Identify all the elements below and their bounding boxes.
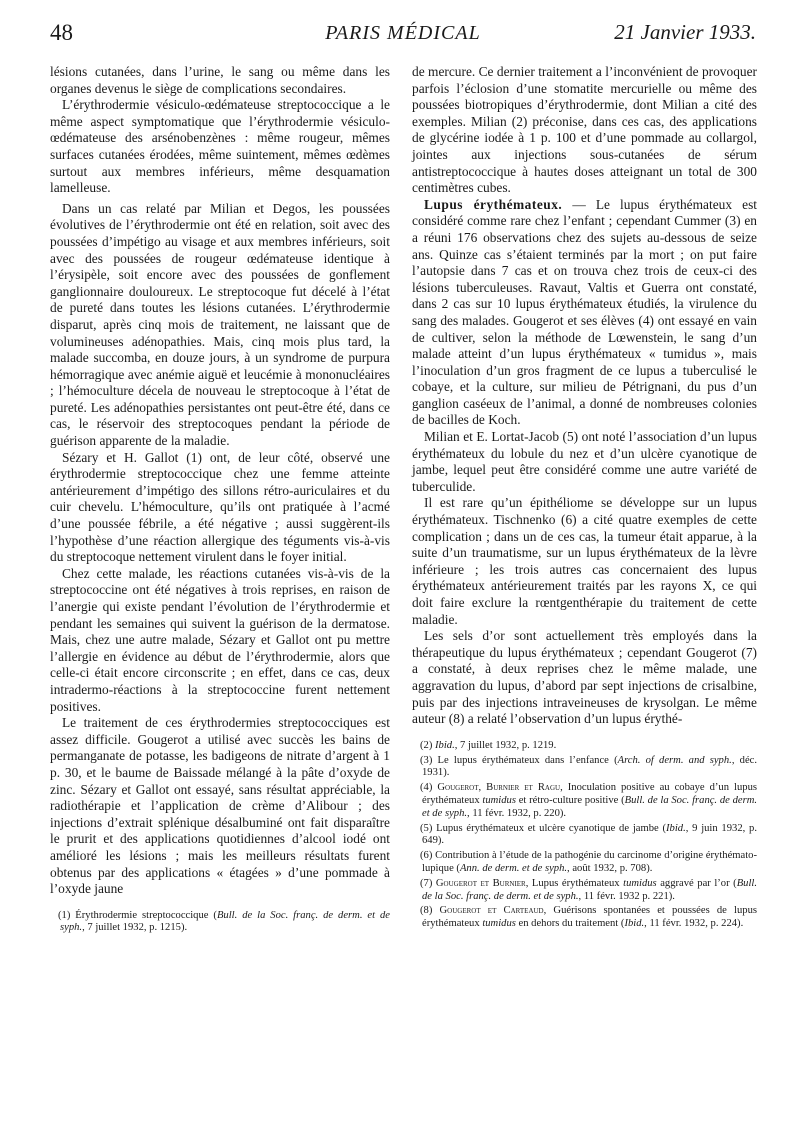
footnote: (2) Ibid., 7 juillet 1932, p. 1219. [420,739,557,751]
footnote: (8) Gougerot et Carteaud, Guérisons spontanées et poussées de lupus érythémateux tumidus en dehors du traitement (Ibid., 11 févr. 1932, p. 224). [420,905,757,930]
paragraph: Il est rare qu’un épithéliome se développe sur un lupus érythémateux. Tischnenko (6) a cité quatre exemples de cette complication ; dans un de ces cas, la tumeur était apparue, à la suite d’un traumatisme, sur un lupus érythémateux de la lèvre inférieure ; les trois autres cas concernaient des lupus érythémateux antérieurement traités par les rayons X, ce qui doit faire exclure la rœntgenthérapie du traitement de cette maladie. [412,495,757,627]
paragraph: Le traitement de ces érythrodermies streptococciques est assez difficile. Gougerot a utilisé avec succès les bains de permanganate de potasse, les badigeons de nitrate d’argent à 1 p. 30, et le baume de Baissade mélangé à la pâte d’oxyde de zinc. Sézary et Gallot ont essayé, sans résultat appréciable, la radiothérapie et l’application de crème d’Alibour ; des injections d’extrait splénique désalbuminé ont fait disparaître le prurit et des applications quotidiennes d’alcool iodé ont amélioré les lésions ; mais les meilleurs résultats furent obtenus par des applications « étagées » d’une pommade à l’oxyde jaune [50,715,390,897]
footnote: (3) Le lupus érythémateux dans l’enfance (Arch. of derm. and syph., déc. 1931). [420,754,757,779]
paragraph: lésions cutanées, dans l’urine, le sang ou même dans les organes devenus le siège de complications secondaires. [50,64,390,96]
right-column [412,64,757,933]
section-heading: Lupus érythémateux. [424,196,563,212]
issue-date: 21 Janvier 1933. [614,20,756,44]
paragraph: Sézary et H. Gallot (1) ont, de leur côté, observé une érythrodermie streptococcique chez une femme atteinte antérieurement d’impétigo des sillons rétro-auriculaires et du cuir chevelu. L’hémoculture, qu’ils ont pratiquée à l’acmé d’une poussée fébrile, a été négative ; aussi suggèrent-ils l’hypothèse d’une réaction allergique des téguments vis-à-vis du streptocoque nettement virulent dans le foyer initial. [50,449,390,565]
paragraph: Dans un cas relaté par Milian et Degos, les poussées évolutives de l’érythrodermie ont été en relation, soit avec des poussées d’impétigo au visage et aux membres inférieurs, soit avec des poussées de rougeur œdémateuse identique à l’érysipèle, soit encore avec des poussées de gonflement ganglionnaire douloureux. Le streptocoque fut décelé à l’état de pureté dans toutes les lésions cutanées. L’érythrodermie disparut, après cinq mois de traitement, ne laissant que de volumineuses adénopathies. Mais, cinq mois plus tard, la malade succomba, en douze jours, à un syndrome de purpura hémorragique avec anémie aiguë et leucémie à mononucléaires ; l’hémoculture décela de nouveau le streptocoque à l’état de pureté. Les adénopathies persistantes ont peut-être été, dans ce cas, le réservoir des streptocoques pendant la période de guérison apparente de la maladie. [50,200,390,449]
footnote: (5) Lupus érythémateux et ulcère cyanotique de jambe (Ibid., 9 juin 1932, p. 649). [420,822,757,847]
page-number: 48 [50,20,73,45]
footnote: (7) Gougerot et Burnier, Lupus érythémateux tumidus aggravé par l’or (Bull. de la Soc. franç. de derm. et de syph., 11 févr. 1932 p. 221). [420,877,758,902]
running-head [50,14,756,54]
paragraph: Les sels d’or sont actuellement très employés dans la thérapeutique du lupus érythémateux ; cependant Gougerot (7) a constaté, à deux reprises chez le même malade, une aggravation du lupus, d’abord par sept injections de crisalbine, puis par des injections intraveineuses de krysolgan. Le même auteur (8) a relaté l’observation d’un lupus érythé- [412,628,757,727]
paragraph: de mercure. Ce dernier traitement a l’inconvénient de provoquer parfois l’éclosion d’une stomatite mercurielle ou même des poussées biotropiques d’érythrodermie, dont Milian a cité des exemples. Milian (2) préconise, dans ces cas, des applications de glycérine iodée à 1 p. 100 et d’une pommade au collargol, jointes aux injections sous-cutanées de sérum antistreptococcique à hautes doses atteignant un total de 300 centimètres cubes. [412,64,757,196]
paragraph: Lupus érythémateux. — Le lupus érythémateux est considéré comme rare chez l’enfant ; cependant Cummer (3) en a réuni 176 observations chez des sujets au-dessous de seize ans. Quinze cas s’étaient terminés par la mort ; on put faire l’autopsie dans 7 cas et on trouva chez trois de ceux-ci des lésions tuberculeuses. Ravaut, Valtis et Guerra ont constaté, dans 2 cas sur 10 lupus érythémateux étudiés, la virulence du sang des malades. Gougerot et ses élèves (4) ont essayé en vain de cultiver, selon la méthode de Lœwenstein, le sang d’un malade atteint d’un lupus érythémateux « tumidus », mais l’inoculation d’un gros fragment de ce lupus a tuberculisé le cobaye, et la culture, sur milieu de Pétrignani, du pus d’un ganglion caséeux de l’animal, a donné de nombreuses colonies de bacilles de Koch. [412,196,758,428]
paragraph: Chez cette malade, les réactions cutanées vis-à-vis de la streptococcine ont été négatives à trois reprises, en raison de l’anergie qui existe pendant l’évolution de l’érythrodermie et pendant les semaines qui suivent la guérison de la dermatose. Mais, chez une autre malade, Sézary et Gallot ont pu mettre l’allergie en évidence au début de l’érythrodermie, alors que celle-ci était encore circonscrite ; en effet, dans ce cas, deux intradermo-réactions à la streptococcine furent nettement positives. [50,565,390,714]
footnote: (6) Contribution à l’étude de la pathogénie du carcinome d’origine érythémato-lupique (Ann. de derm. et de syph., août 1932, p. 708). [420,850,757,874]
footnote: (4) Gougerot, Burnier et Ragu, Inoculation positive au cobaye d’un lupus érythémateux tumidus et rétro-culture positive (Bull. de la Soc. franç. de derm. et de syph., 11 févr. 1932, p. 220). [420,782,757,819]
paragraph: L’érythrodermie vésiculo-œdémateuse streptococcique a le même aspect symptomatique que l’érythrodermie vésiculo-œdémateuse des arsénobenzènes : même rougeur, mêmes surfaces cutanées érodées, même suintement, mêmes œdèmes surtout aux membres inférieurs, même desquamation lamelleuse. [50,97,390,196]
footnotes-left [50,910,390,936]
journal-title: PARIS MÉDICAL [325,22,481,44]
footnote: (1) Érythrodermie streptococcique (Bull. de la Soc. franç. de derm. et de syph., 7 juillet 1932, p. 1215). [58,909,390,934]
left-column [50,64,390,937]
paragraph: Milian et E. Lortat-Jacob (5) ont noté l’association d’un lupus érythémateux du lobule du nez et d’un ulcère cyanotique de jambe, lequel peut être considéré comme une autre variété de tuberculide. [412,429,757,494]
footnotes-right [412,740,757,931]
